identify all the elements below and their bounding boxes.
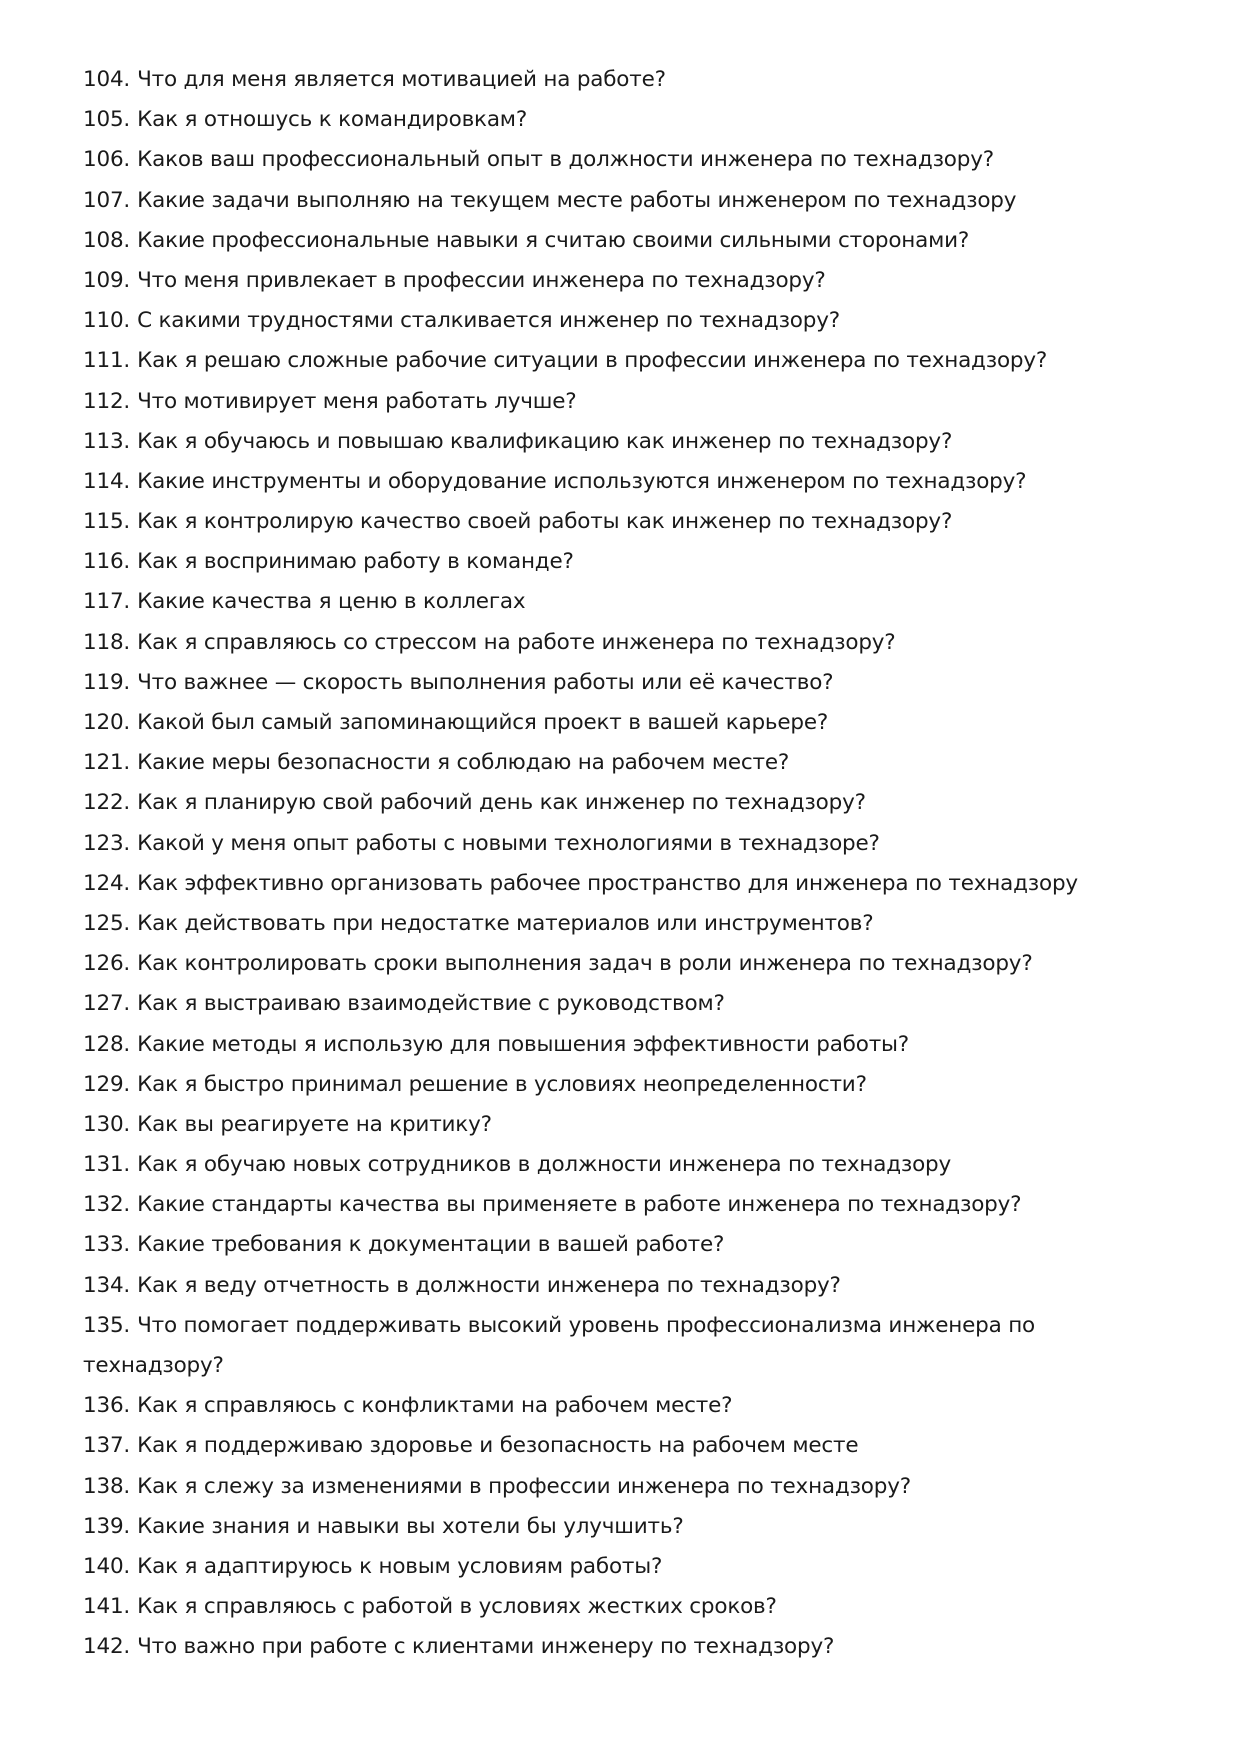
question-list [83, 60, 1078, 1668]
item-text: Что меня привлекает в профессии инженера по технадзору? [137, 267, 826, 293]
item-number: 120. [83, 710, 131, 735]
item-text: Что помогает поддерживать высокий уровень профессионализма инженера по [137, 1312, 1036, 1338]
item-text: Какой был самый запоминающийся проект в вашей карьере? [137, 710, 829, 735]
list-item [83, 582, 1078, 622]
item-number: 139. [83, 1513, 131, 1539]
item-number: 105. [83, 107, 131, 133]
item-text: Что для меня является мотивацией на работе? [137, 67, 666, 92]
item-number: 114. [83, 468, 131, 494]
list-item [83, 261, 1078, 301]
item-number: 136. [83, 1393, 131, 1419]
item-number: 116. [83, 549, 131, 575]
item-number: 128. [83, 1031, 131, 1057]
item-number: 115. [83, 509, 131, 535]
item-number: 138. [83, 1473, 131, 1499]
item-text: Как я обучаю новых сотрудников в должности инженера по технадзору [137, 1152, 952, 1178]
list-item [83, 1587, 1078, 1627]
list-item [83, 1025, 1078, 1065]
item-text: С какими трудностями сталкивается инженер по технадзору? [137, 308, 840, 334]
item-number: 129. [83, 1071, 131, 1097]
item-number: 131. [83, 1152, 131, 1178]
item-text: Как я выстраиваю взаимодействие с руководством? [137, 991, 725, 1017]
list-item [83, 181, 1078, 221]
list-item [83, 663, 1078, 703]
item-number: 110. [83, 308, 131, 334]
item-text: Какие требования к документации в вашей работе? [137, 1232, 725, 1258]
item-number: 123. [83, 830, 131, 856]
item-number: 140. [83, 1553, 131, 1579]
list-item [83, 140, 1078, 180]
list-item [83, 783, 1078, 823]
list-item [83, 623, 1078, 663]
item-text: Как я веду отчетность в должности инженера по технадзору? [137, 1272, 841, 1298]
item-number: 130. [83, 1111, 131, 1137]
item-number: 122. [83, 790, 131, 816]
item-text: Как я решаю сложные рабочие ситуации в профессии инженера по технадзору? [137, 348, 1048, 374]
list-item [83, 462, 1078, 502]
item-text: Как я справляюсь с работой в условиях жестких сроков? [137, 1594, 777, 1620]
item-number: 126. [83, 951, 131, 977]
item-text: Что важнее — скорость выполнения работы или её качество? [137, 669, 834, 695]
list-item [83, 221, 1078, 261]
item-text: Как я справляюсь со стрессом на работе инженера по технадзору? [137, 629, 896, 655]
item-number: 117. [83, 589, 131, 615]
item-number: 132. [83, 1192, 131, 1218]
item-text-continuation: технадзору? [83, 1353, 224, 1378]
item-number: 107. [83, 187, 131, 213]
item-text: Как действовать при недостатке материалов или инструментов? [137, 910, 874, 936]
item-text: Как я отношусь к командировкам? [137, 107, 528, 133]
item-text: Как я контролирую качество своей работы как инженер по технадзору? [137, 509, 953, 535]
item-number: 108. [83, 227, 131, 253]
item-text: Какие задачи выполняю на текущем месте работы инженером по технадзору [137, 187, 1017, 213]
list-item [83, 1225, 1078, 1265]
item-text: Как я адаптируюсь к новым условиям работы? [137, 1553, 663, 1579]
item-text: Что важно при работе с клиентами инженеру по технадзору? [137, 1634, 835, 1660]
item-text: Какие знания и навыки вы хотели бы улучшить? [137, 1513, 684, 1539]
item-number: 111. [83, 348, 131, 374]
item-text: Какие меры безопасности я соблюдаю на рабочем месте? [137, 750, 790, 776]
list-item [83, 864, 1078, 904]
item-text: Какие качества я ценю в коллегах [137, 589, 526, 615]
item-number: 109. [83, 267, 131, 293]
list-item [83, 1145, 1078, 1185]
item-text: Как я справляюсь с конфликтами на рабочем месте? [137, 1393, 733, 1419]
item-number: 137. [83, 1433, 131, 1459]
item-text: Какие стандарты качества вы применяете в работе инженера по технадзору? [137, 1192, 1022, 1218]
item-number: 134. [83, 1272, 131, 1298]
item-text: Каков ваш профессиональный опыт в должности инженера по технадзору? [137, 147, 994, 173]
item-number: 106. [83, 147, 131, 173]
list-item [83, 1507, 1078, 1547]
list-item [83, 1467, 1078, 1507]
list-item [83, 502, 1078, 542]
list-item [83, 1266, 1078, 1306]
list-item [83, 1105, 1078, 1145]
item-text: Как я слежу за изменениями в профессии инженера по технадзору? [137, 1473, 911, 1499]
list-item [83, 100, 1078, 140]
list-item [83, 1627, 1078, 1667]
item-number: 104. [83, 67, 131, 92]
item-text: Как я планирую свой рабочий день как инженер по технадзору? [137, 790, 866, 816]
item-number: 119. [83, 669, 131, 695]
list-item [83, 1547, 1078, 1587]
list-item [83, 703, 1078, 743]
list-item [83, 60, 1078, 100]
item-text: Какие методы я использую для повышения эффективности работы? [137, 1031, 909, 1057]
list-item [83, 904, 1078, 944]
item-text: Как вы реагируете на критику? [137, 1111, 492, 1137]
list-item [83, 382, 1078, 422]
item-number: 112. [83, 388, 131, 414]
list-item [83, 542, 1078, 582]
item-text: Какие профессиональные навыки я считаю своими сильными сторонами? [137, 227, 970, 253]
item-number: 142. [83, 1634, 131, 1660]
list-item [83, 1426, 1078, 1466]
item-text: Как контролировать сроки выполнения задач в роли инженера по технадзору? [137, 951, 1033, 977]
list-item [83, 743, 1078, 783]
item-number: 127. [83, 991, 131, 1017]
list-item [83, 1065, 1078, 1105]
item-text: Как я быстро принимал решение в условиях неопределенности? [137, 1071, 867, 1097]
item-number: 133. [83, 1232, 131, 1258]
list-item [83, 1386, 1078, 1426]
item-number: 124. [83, 870, 131, 896]
list-item [83, 1306, 1078, 1346]
list-item [83, 341, 1078, 381]
item-text: Какой у меня опыт работы с новыми технологиями в технадзоре? [137, 830, 880, 856]
item-text: Как эффективно организовать рабочее пространство для инженера по технадзору [137, 870, 1078, 896]
item-text: Как я поддерживаю здоровье и безопасность на рабочем месте [137, 1433, 859, 1459]
item-number: 113. [83, 428, 131, 454]
list-item [83, 1185, 1078, 1225]
item-number: 118. [83, 629, 131, 655]
list-item [83, 824, 1078, 864]
item-text: Как я обучаюсь и повышаю квалификацию как инженер по технадзору? [137, 428, 953, 454]
item-text: Как я воспринимаю работу в команде? [137, 549, 574, 575]
list-item [83, 984, 1078, 1024]
list-item [83, 944, 1078, 984]
item-number: 135. [83, 1312, 131, 1338]
item-text: Что мотивирует меня работать лучше? [137, 388, 577, 414]
list-item [83, 301, 1078, 341]
item-number: 141. [83, 1594, 131, 1620]
list-item [83, 422, 1078, 462]
item-number: 125. [83, 910, 131, 936]
item-text: Какие инструменты и оборудование используются инженером по технадзору? [137, 468, 1027, 494]
item-number: 121. [83, 750, 131, 776]
